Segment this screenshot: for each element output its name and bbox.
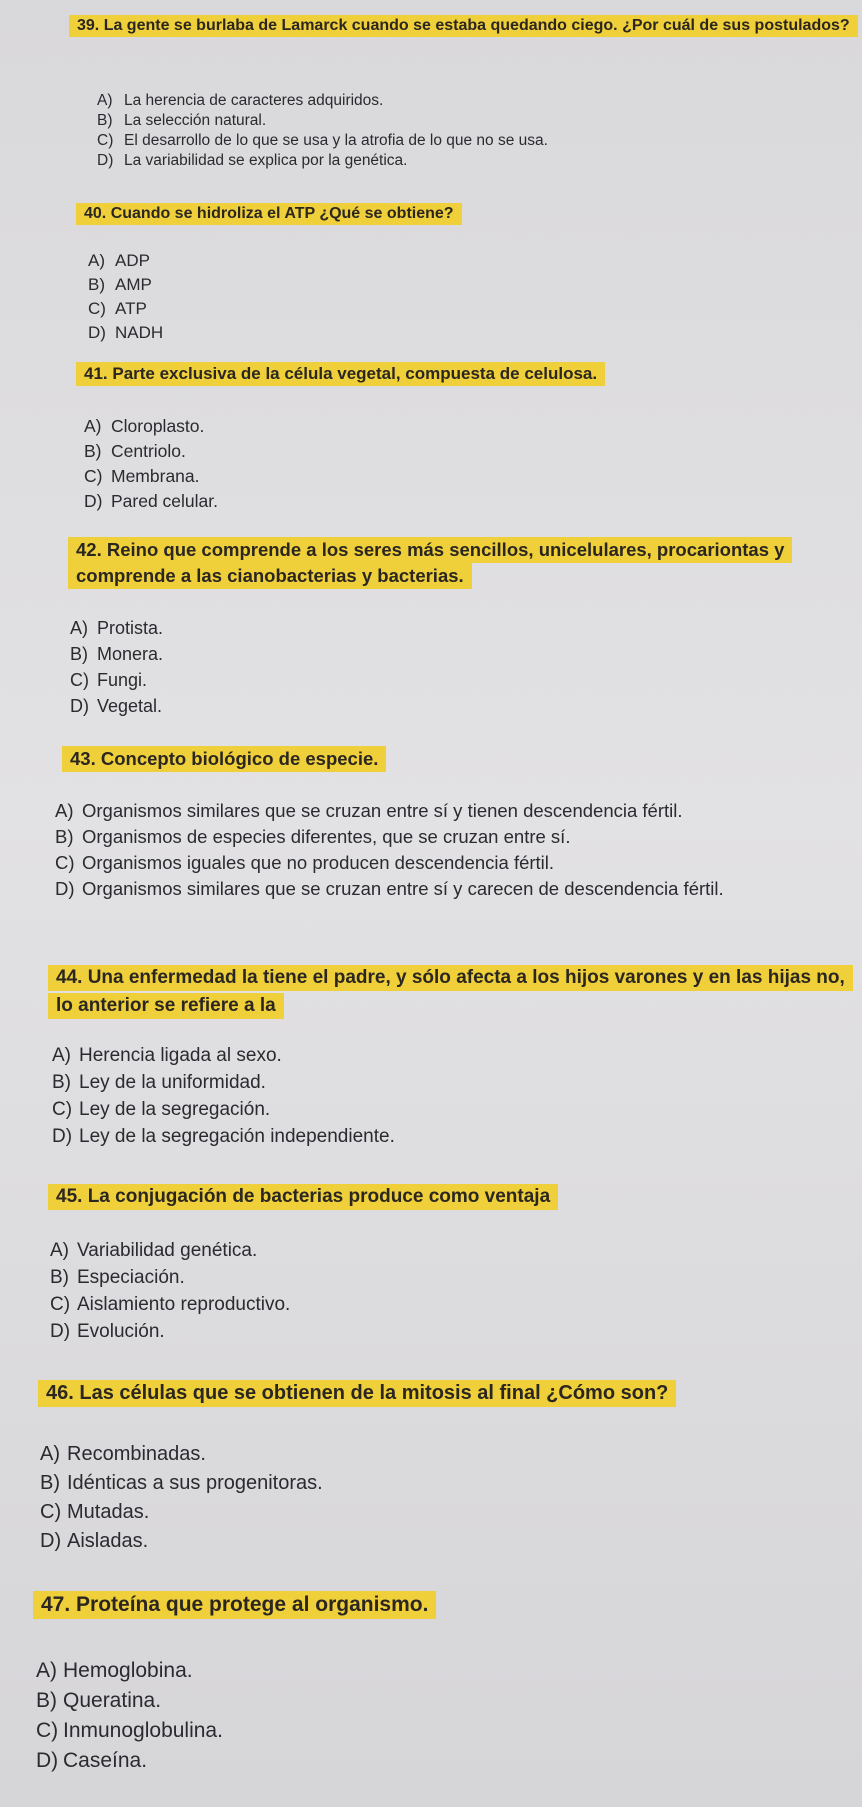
option-text: AMP xyxy=(115,275,152,294)
option-text: Variabilidad genética. xyxy=(77,1240,258,1261)
option-text: Aisladas. xyxy=(67,1530,149,1552)
option-text: Pared celular. xyxy=(111,491,219,511)
option-text: Ley de la segregación. xyxy=(79,1099,271,1120)
option-letter: C) xyxy=(36,1719,59,1742)
option-text: Hemoglobina. xyxy=(63,1659,193,1682)
option-letter: A) xyxy=(70,618,88,638)
option-letter: A) xyxy=(55,800,74,821)
question-40-options xyxy=(88,249,163,345)
option-text: ADP xyxy=(115,251,150,270)
option-text: Cloroplasto. xyxy=(111,416,205,436)
option-text: Organismos de especies diferentes, que se cruzan entre sí. xyxy=(82,826,571,847)
option-text: Organismos iguales que no producen descendencia fértil. xyxy=(82,852,555,873)
question-46-options xyxy=(40,1440,323,1556)
option-44-b[interactable] xyxy=(52,1069,395,1096)
option-text: Recombinadas. xyxy=(67,1443,206,1465)
option-letter: B) xyxy=(97,112,113,129)
option-42-a[interactable] xyxy=(70,615,163,641)
option-45-c[interactable] xyxy=(50,1291,290,1318)
option-letter: D) xyxy=(88,323,106,342)
option-letter: A) xyxy=(36,1659,57,1682)
option-46-a[interactable] xyxy=(40,1440,323,1469)
option-text: Vegetal. xyxy=(97,696,163,716)
question-43-options xyxy=(55,798,855,902)
question-41 xyxy=(76,361,862,387)
question-44-options xyxy=(52,1042,395,1150)
option-letter: C) xyxy=(52,1099,73,1120)
option-text: Aislamiento reproductivo. xyxy=(77,1294,291,1315)
option-text: NADH xyxy=(115,323,164,342)
option-47-d[interactable] xyxy=(36,1746,223,1776)
option-text: Herencia ligada al sexo. xyxy=(79,1045,282,1066)
option-letter: A) xyxy=(88,251,105,270)
option-text: Idénticas a sus progenitoras. xyxy=(67,1472,323,1494)
option-letter: D) xyxy=(40,1530,62,1552)
option-letter: C) xyxy=(84,466,103,486)
question-42-text: 42. Reino que comprende a los seres más sencillos, unicelulares, procariontas y comprende a las cianobacterias y bacterias. xyxy=(68,537,792,589)
option-text: Queratina. xyxy=(63,1689,162,1712)
question-45-options xyxy=(50,1237,290,1345)
option-letter: A) xyxy=(52,1045,71,1066)
option-39-d[interactable] xyxy=(97,151,548,171)
option-letter: D) xyxy=(50,1321,71,1342)
option-43-d[interactable] xyxy=(55,876,855,902)
option-46-b[interactable] xyxy=(40,1469,323,1498)
option-text: La selección natural. xyxy=(124,112,267,129)
option-letter: B) xyxy=(88,275,105,294)
option-letter: B) xyxy=(70,644,88,664)
option-43-c[interactable] xyxy=(55,850,855,876)
option-letter: D) xyxy=(97,152,114,169)
option-letter: C) xyxy=(97,132,114,149)
option-letter: D) xyxy=(84,491,103,511)
option-41-d[interactable] xyxy=(84,489,218,514)
option-letter: A) xyxy=(84,416,102,436)
option-text: Caseína. xyxy=(63,1749,148,1772)
option-44-d[interactable] xyxy=(52,1123,395,1150)
option-47-c[interactable] xyxy=(36,1716,223,1746)
option-46-d[interactable] xyxy=(40,1527,323,1556)
option-45-b[interactable] xyxy=(50,1264,290,1291)
option-text: Membrana. xyxy=(111,466,200,486)
question-43-text: 43. Concepto biológico de especie. xyxy=(62,746,386,772)
option-42-d[interactable] xyxy=(70,693,163,719)
option-44-a[interactable] xyxy=(52,1042,395,1069)
option-42-b[interactable] xyxy=(70,641,163,667)
option-text: Protista. xyxy=(97,618,164,638)
option-text: Inmunoglobulina. xyxy=(63,1719,223,1742)
option-text: Especiación. xyxy=(77,1267,185,1288)
option-text: El desarrollo de lo que se usa y la atrofia de lo que no se usa. xyxy=(124,132,548,149)
option-43-a[interactable] xyxy=(55,798,855,824)
option-text: Centriolo. xyxy=(111,441,186,461)
option-47-a[interactable] xyxy=(36,1656,223,1686)
option-text: Organismos similares que se cruzan entre sí y carecen de descendencia fértil. xyxy=(82,878,724,899)
option-letter: D) xyxy=(52,1126,73,1147)
option-letter: C) xyxy=(55,852,75,873)
option-44-c[interactable] xyxy=(52,1096,395,1123)
option-text: Monera. xyxy=(97,644,164,664)
option-letter: B) xyxy=(52,1072,71,1093)
option-39-c[interactable] xyxy=(97,131,548,151)
option-letter: D) xyxy=(70,696,89,716)
question-44 xyxy=(48,964,856,1019)
option-45-a[interactable] xyxy=(50,1237,290,1264)
question-42-options xyxy=(70,615,163,719)
option-47-b[interactable] xyxy=(36,1686,223,1716)
option-letter: C) xyxy=(70,670,89,690)
option-letter: A) xyxy=(97,92,113,109)
option-40-a[interactable] xyxy=(88,249,163,273)
question-46 xyxy=(38,1378,854,1409)
option-43-b[interactable] xyxy=(55,824,855,850)
option-40-d[interactable] xyxy=(88,321,163,345)
option-46-c[interactable] xyxy=(40,1498,323,1527)
option-text: Ley de la uniformidad. xyxy=(79,1072,266,1093)
option-text: Mutadas. xyxy=(67,1501,150,1523)
question-39-options xyxy=(97,91,548,171)
question-39-text: 39. La gente se burlaba de Lamarck cuando se estaba quedando ciego. ¿Por cuál de sus postulados? xyxy=(69,15,858,37)
option-letter: B) xyxy=(40,1472,60,1494)
option-text: Ley de la segregación independiente. xyxy=(79,1126,395,1147)
option-letter: A) xyxy=(50,1240,69,1261)
option-letter: C) xyxy=(88,299,106,318)
question-43 xyxy=(62,745,862,774)
option-text: Organismos similares que se cruzan entre sí y tienen descendencia fértil. xyxy=(82,800,683,821)
option-45-d[interactable] xyxy=(50,1318,290,1345)
option-letter: C) xyxy=(50,1294,71,1315)
option-letter: D) xyxy=(55,878,75,899)
question-47-options xyxy=(36,1656,223,1776)
option-41-a[interactable] xyxy=(84,414,218,439)
question-41-text: 41. Parte exclusiva de la célula vegetal, compuesta de celulosa. xyxy=(76,362,605,386)
question-44-text: 44. Una enfermedad la tiene el padre, y sólo afecta a los hijos varones y en las hijas no, lo anterior se refiere a la xyxy=(48,965,853,1019)
option-text: La herencia de caracteres adquiridos. xyxy=(124,92,384,109)
option-text: Evolución. xyxy=(77,1321,165,1342)
option-letter: A) xyxy=(40,1443,60,1465)
option-text: ATP xyxy=(115,299,147,318)
option-41-b[interactable] xyxy=(84,439,218,464)
question-42 xyxy=(68,537,808,590)
option-42-c[interactable] xyxy=(70,667,163,693)
question-40-text: 40. Cuando se hidroliza el ATP ¿Qué se obtiene? xyxy=(76,203,462,225)
option-41-c[interactable] xyxy=(84,464,218,489)
option-letter: B) xyxy=(36,1689,57,1712)
question-45-text: 45. La conjugación de bacterias produce como ventaja xyxy=(48,1184,558,1210)
question-40 xyxy=(76,202,862,227)
option-text: La variabilidad se explica por la genética. xyxy=(124,152,408,169)
option-letter: B) xyxy=(55,826,74,847)
option-letter: C) xyxy=(40,1501,62,1523)
option-39-a[interactable] xyxy=(97,91,548,111)
question-41-options xyxy=(84,414,218,514)
question-47-text: 47. Proteína que protege al organismo. xyxy=(33,1591,436,1619)
question-45 xyxy=(48,1182,862,1211)
option-39-b[interactable] xyxy=(97,111,548,131)
question-46-text: 46. Las células que se obtienen de la mitosis al final ¿Cómo son? xyxy=(38,1380,676,1407)
option-text: Fungi. xyxy=(97,670,148,690)
option-40-b[interactable] xyxy=(88,273,163,297)
option-letter: B) xyxy=(50,1267,69,1288)
option-40-c[interactable] xyxy=(88,297,163,321)
question-39 xyxy=(69,14,859,38)
option-letter: B) xyxy=(84,441,102,461)
question-47 xyxy=(33,1589,849,1622)
option-letter: D) xyxy=(36,1749,59,1772)
